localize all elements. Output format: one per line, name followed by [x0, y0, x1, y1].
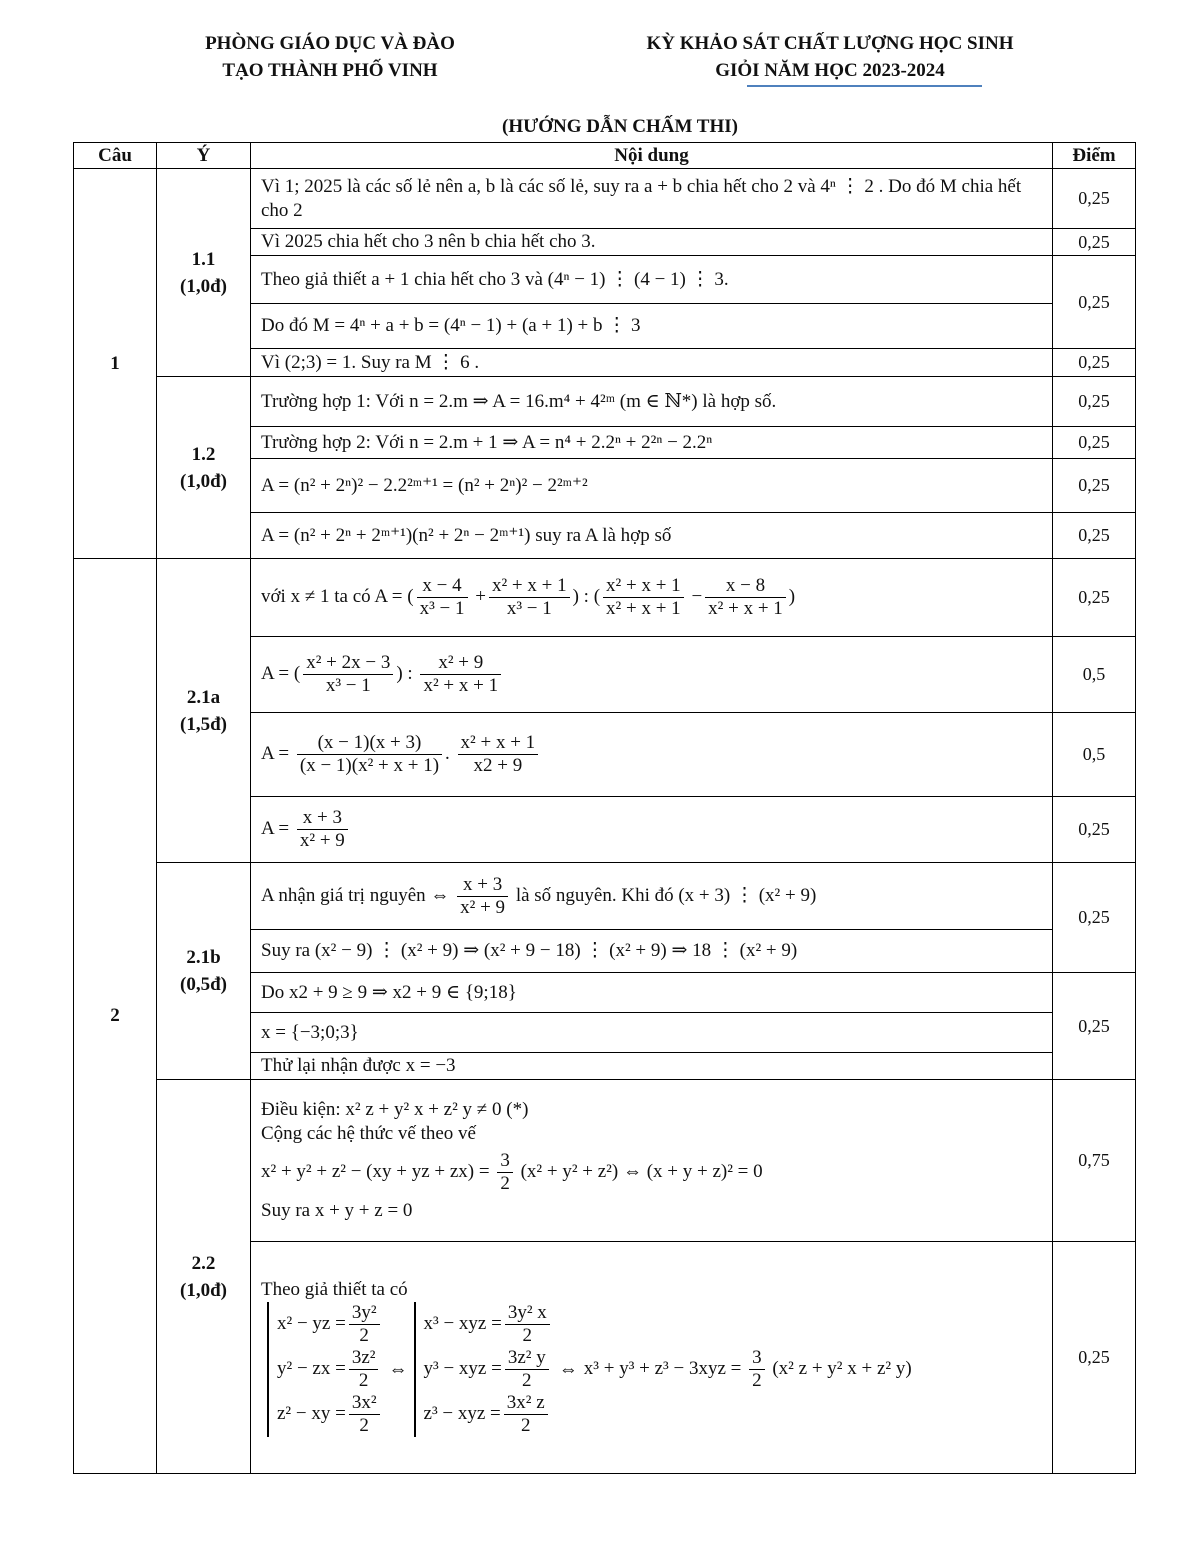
score-cell: 0,25	[1053, 797, 1136, 863]
fraction-denominator: 2	[522, 1370, 532, 1391]
score-cell: 0,25	[1053, 1242, 1136, 1474]
fraction	[420, 652, 501, 697]
question-number-2: 2	[74, 559, 157, 1474]
score-cell: 0,25	[1053, 427, 1136, 459]
fraction	[603, 575, 684, 620]
formula-prefix: A =	[261, 742, 290, 764]
part-label: 1.1	[191, 248, 216, 270]
fraction	[497, 1150, 513, 1195]
formula-prefix: A =	[261, 817, 290, 839]
content-cell: Vì (2;3) = 1. Suy ra M ⋮ 6 .	[251, 349, 1053, 377]
content-cell	[251, 797, 1053, 863]
fraction	[349, 1302, 380, 1347]
content-cell: Suy ra (x² − 9) ⋮ (x² + 9) ⇒ (x² + 9 − 18) ⋮ (x² + 9) ⇒ 18 ⋮ (x² + 9)	[251, 930, 1053, 973]
part-label: 2.1b	[186, 947, 221, 968]
content-cell: x = {−3;0;3}	[251, 1013, 1053, 1053]
fraction-numerator: 3y² x	[505, 1302, 550, 1325]
fraction-denominator: x² + 9	[299, 830, 345, 851]
fraction	[297, 732, 442, 777]
fraction-denominator: x² + x + 1	[606, 598, 681, 619]
col-header-cau: Câu	[74, 143, 157, 169]
content-cell: với x ≠ 1 ta có A = ( $\frac{x - 4}{\text{x³ − 1}}$ + $\frac{\text{x² + x + 1}}{\text{x³ − 1}}$ ) : ( $\frac{\text{x² + x + 1}}{\text{x² + x + 1}}$ − $\frac{x - 8}{\text{x² + x + 1}}$ )	[251, 559, 1053, 637]
final-right: (x² z + y² x + z² y)	[772, 1357, 912, 1379]
fraction	[458, 732, 539, 777]
grading-table	[73, 142, 1136, 1474]
text-span: là số nguyên. Khi đó (x + 3) ⋮ (x² + 9)	[515, 884, 817, 906]
table-row	[74, 1080, 1136, 1242]
content-cell: Trường hợp 2: Với n = 2.m + 1 ⇒ A = n⁴ + 2.2ⁿ + 2²ⁿ − 2.2ⁿ	[251, 427, 1053, 459]
text-line: Điều kiện: x² z + y² x + z² y ≠ 0 (*)	[261, 1099, 529, 1120]
score-cell: 0,25	[1053, 459, 1136, 513]
system-line	[277, 1302, 383, 1347]
part-points: (1,5đ)	[180, 713, 227, 735]
score-cell: 0,25	[1053, 863, 1136, 973]
fraction-numerator: 3z² y	[505, 1347, 549, 1370]
fraction-numerator: 3y²	[349, 1302, 380, 1325]
exam-header	[590, 30, 1070, 87]
department-header	[160, 30, 500, 84]
fraction-numerator: (x − 1)(x + 3)	[297, 732, 442, 755]
fraction	[489, 575, 570, 620]
equation-line	[261, 1150, 1042, 1195]
score-cell: 0,25	[1053, 513, 1136, 559]
question-number-1: 1	[74, 169, 157, 559]
equation-system-2	[414, 1302, 553, 1437]
system-text: x² − yz =	[277, 1312, 346, 1334]
part-label: 2.2	[191, 1252, 216, 1274]
content-cell: A = (n² + 2ⁿ)² − 2.2²ᵐ⁺¹ = (n² + 2ⁿ)² − 2²ᵐ⁺²	[251, 459, 1053, 513]
fraction	[349, 1392, 380, 1437]
system-line	[424, 1392, 553, 1437]
col-header-y: Ý	[157, 143, 251, 169]
fraction	[303, 652, 393, 697]
system-line	[424, 1302, 553, 1347]
fraction-denominator: (x − 1)(x² + x + 1)	[299, 755, 440, 776]
part-label: 2.1a	[186, 686, 221, 708]
score-cell: 0,5	[1053, 637, 1136, 713]
system-line	[277, 1347, 383, 1392]
department-line-2: TẠO THÀNH PHỐ VINH	[222, 60, 438, 81]
fraction-numerator: 3	[497, 1150, 513, 1173]
fraction-numerator: x + 3	[457, 874, 508, 897]
fraction-numerator: x² + 9	[420, 652, 501, 675]
content-cell: Do đó M = 4ⁿ + a + b = (4ⁿ − 1) + (a + 1) + b ⋮ 3	[251, 304, 1053, 349]
system-line	[277, 1392, 383, 1437]
fraction	[297, 807, 348, 852]
fraction-denominator: x³ − 1	[419, 598, 465, 619]
content-cell: Do x2 + 9 ≥ 9 ⇒ x2 + 9 ∈ {9;18}	[251, 973, 1053, 1013]
table-header-row	[74, 143, 1136, 169]
part-points: (0,5đ)	[180, 974, 227, 995]
fraction-denominator: x² + 9	[460, 896, 506, 918]
score-cell: 0,5	[1053, 713, 1136, 797]
fraction	[505, 1302, 550, 1347]
fraction-numerator: x² + 2x − 3	[303, 652, 393, 675]
fraction-denominator: 2	[359, 1415, 369, 1436]
system-text: z³ − xyz =	[423, 1402, 501, 1424]
system-text: z² − xy =	[277, 1402, 346, 1424]
fraction-numerator: x + 3	[297, 807, 348, 830]
text-line: Theo giả thiết ta có	[261, 1279, 408, 1300]
part-points: (1,0đ)	[180, 275, 227, 297]
fraction-numerator: 3	[749, 1347, 765, 1370]
part-1-1	[157, 169, 251, 377]
fraction-denominator: 2	[358, 1370, 369, 1391]
part-points: (1,0đ)	[180, 1279, 227, 1301]
text-line: Suy ra x + y + z = 0	[261, 1200, 413, 1221]
system-text: y² − zx =	[277, 1357, 346, 1379]
fraction	[705, 575, 786, 620]
final-equation	[584, 1347, 912, 1392]
content-cell	[251, 863, 1053, 930]
fraction-denominator: x² + x + 1	[423, 675, 499, 696]
fraction-denominator: 2	[359, 1325, 369, 1346]
part-2-2	[157, 1080, 251, 1474]
fraction-denominator: x² + x + 1	[708, 598, 783, 619]
fraction	[457, 874, 508, 919]
document-subtitle: (HƯỚNG DẪN CHẤM THI)	[502, 116, 738, 137]
content-cell: A = $\frac{(x - 1)(x + 3)}{\text{(x − 1)(x² + x + 1)}}$ . $\frac{\text{x² + x + 1}}{x2 + 9}$	[251, 713, 1053, 797]
fraction-denominator: x³ − 1	[325, 675, 371, 696]
system-row	[261, 1302, 1042, 1437]
score-cell: 0,25	[1053, 559, 1136, 637]
content-cell	[251, 1080, 1053, 1242]
score-cell: 0,25	[1053, 256, 1136, 349]
table-row	[74, 559, 1136, 637]
fraction	[749, 1347, 765, 1392]
equation-system-1	[267, 1302, 383, 1437]
score-cell: 0,25	[1053, 349, 1136, 377]
score-cell: 0,25	[1053, 169, 1136, 229]
content-cell: Vì 1; 2025 là các số lẻ nên a, b là các số lẻ, suy ra a + b chia hết cho 2 và 4ⁿ ⋮ 2 . Do đó M chia hết cho 2	[251, 169, 1053, 229]
part-1-2	[157, 377, 251, 559]
col-header-diem: Điểm	[1053, 143, 1136, 169]
score-cell: 0,25	[1053, 377, 1136, 427]
col-header-noi-dung: Nội dung	[251, 143, 1053, 169]
table-row	[74, 863, 1136, 930]
score-cell: 0,25	[1053, 973, 1136, 1080]
fraction	[417, 575, 468, 620]
fraction-denominator: x2 + 9	[473, 755, 523, 776]
content-cell: Thử lại nhận được x = −3	[251, 1053, 1053, 1080]
text-span: A nhận giá trị nguyên ⇔	[261, 884, 450, 906]
fraction	[504, 1392, 548, 1437]
part-label: 1.2	[191, 443, 216, 465]
equivalence-symbol: ⇔	[558, 1358, 578, 1380]
equivalence-symbol: ⇔	[388, 1358, 408, 1380]
score-cell: 0,75	[1053, 1080, 1136, 1242]
fraction-numerator: x − 8	[705, 575, 786, 598]
part-2-1a	[157, 559, 251, 863]
fraction-numerator: 3z²	[349, 1347, 379, 1370]
fraction-numerator: x² + x + 1	[458, 732, 539, 755]
part-points: (1,0đ)	[180, 470, 227, 492]
table-row	[74, 377, 1136, 427]
fraction-numerator: x² + x + 1	[489, 575, 570, 598]
equation-left: x² + y² + z² − (xy + yz + zx) =	[261, 1160, 490, 1182]
fraction-numerator: x − 4	[417, 575, 468, 598]
content-cell: A = (n² + 2ⁿ + 2ᵐ⁺¹)(n² + 2ⁿ − 2ᵐ⁺¹) suy ra A là hợp số	[251, 513, 1053, 559]
final-left: x³ + y³ + z³ − 3xyz =	[583, 1357, 742, 1379]
department-line-1: PHÒNG GIÁO DỤC VÀ ĐÀO	[205, 33, 455, 54]
exam-line-1: KỲ KHẢO SÁT CHẤT LƯỢNG HỌC SINH	[646, 33, 1014, 54]
content-cell: Theo giả thiết a + 1 chia hết cho 3 và (4ⁿ − 1) ⋮ (4 − 1) ⋮ 3.	[251, 256, 1053, 304]
part-2-1b	[157, 863, 251, 1080]
fraction	[505, 1347, 549, 1392]
equation-right: (x² + y² + z²) ⇔ (x + y + z)² = 0	[520, 1160, 763, 1182]
table-row	[74, 169, 1136, 229]
header-underline	[747, 85, 982, 87]
fraction-denominator: 2	[520, 1415, 531, 1436]
fraction-numerator: 3x²	[349, 1392, 380, 1415]
fraction	[349, 1347, 379, 1392]
system-text: y³ − xyz =	[423, 1357, 502, 1379]
fraction-denominator: 2	[500, 1173, 510, 1194]
formula-prefix: A =	[261, 662, 290, 684]
content-cell: Trường hợp 1: Với n = 2.m ⇒ A = 16.m⁴ + 4²ᵐ (m ∈ ℕ*) là hợp số.	[251, 377, 1053, 427]
content-cell: Vì 2025 chia hết cho 3 nên b chia hết cho 3.	[251, 229, 1053, 256]
fraction-numerator: 3x² z	[504, 1392, 548, 1415]
system-text: x³ − xyz =	[423, 1312, 502, 1334]
exam-line-2: GIỎI NĂM HỌC 2023-2024	[715, 60, 945, 81]
fraction-denominator: 2	[752, 1370, 762, 1391]
score-cell: 0,25	[1053, 229, 1136, 256]
formula-prefix: với x ≠ 1 ta có A =	[261, 585, 403, 607]
fraction-numerator: x² + x + 1	[603, 575, 684, 598]
content-cell: A = ( $\frac{\text{x² + 2x − 3}}{\text{x³ − 1}}$ ) : $\frac{\text{x² + 9}}{\text{x² + x + 1}}$	[251, 637, 1053, 713]
fraction-denominator: 2	[522, 1325, 533, 1346]
system-line	[424, 1347, 553, 1392]
text-line: Cộng các hệ thức vế theo vế	[261, 1123, 476, 1144]
fraction-denominator: x³ − 1	[506, 598, 552, 619]
content-cell	[251, 1242, 1053, 1474]
